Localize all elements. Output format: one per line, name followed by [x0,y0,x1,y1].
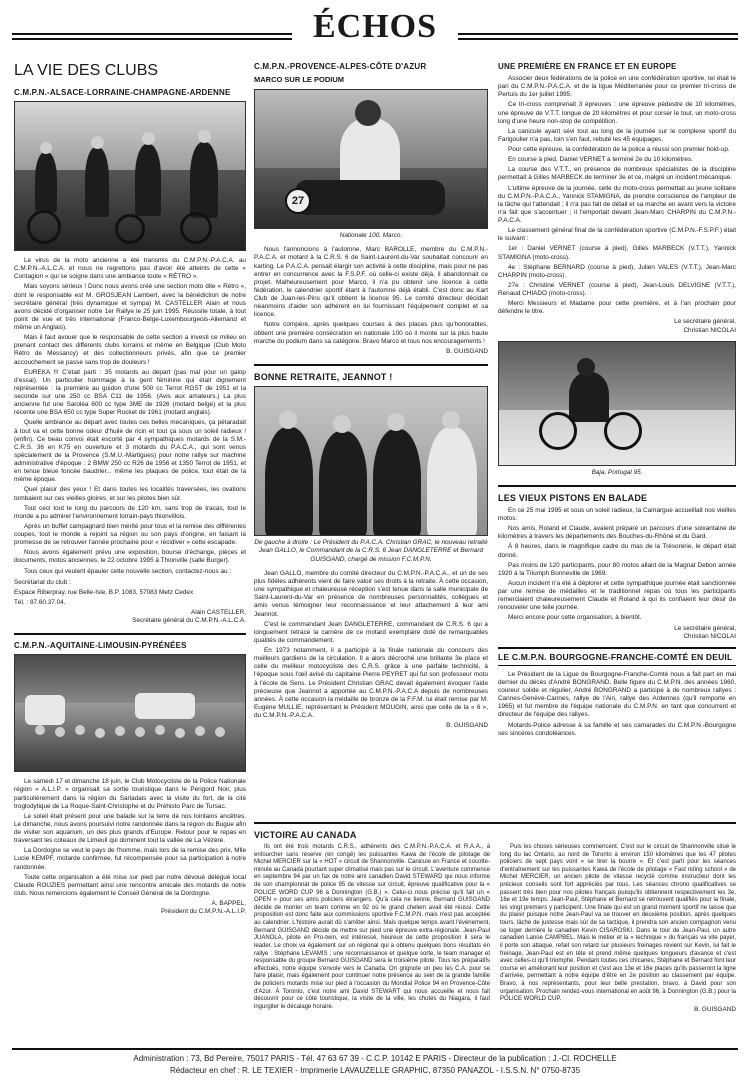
footer [12,1048,738,1077]
paragraph: Tous ceux qui veulent épauler cette nouvelle section, contactez-nous au : [24,567,232,575]
signature-role: Secrétaire général du C.M.P.N.-A.L.C.A. [132,617,246,625]
paragraph: Jean GALLO, membre du comité directeur du C.M.P.N.-P.A.C.A., et un de ses plus fidèles adhérents vient de faire valoir ses droits à la retraite. À cette occasion, une sympathique et chaleureuse réception s'est tenue dans la salle municipale de Saint-Laurent-du-Var en présence de nombreuses personnalités, collègues et amis venus témoigner leur reconnaissance et leur attachement à leur ami Jeannot. [254,569,488,618]
article-heading-paca: C.M.P.N.-PROVENCE-ALPES-CÔTE D'AZUR [254,62,427,71]
paragraph: Associer deux fédérations de la police en une confédération sportive, tel était le pari du C.M.P.N.-P.A.C.A. et de la ligue Méditerranée pour ce premier tri-cross de Pertuis du 1er juillet 1995. [498,75,736,99]
photo-motocross-baja [498,341,736,466]
signature [498,318,736,334]
paragraph: 27e : Christine VERNET (course à pied), Jean-Louis DELVIGNE (V.T.T.), Renaud CHIADO (moto-cross). [498,281,736,297]
separator [254,822,736,824]
article-heading-pistons: LES VIEUX PISTONS EN BALADE [498,492,648,503]
canada-columns [254,844,736,1020]
signature-name: Christian NICOLAI [683,326,736,334]
article-canada [254,822,736,1020]
paragraph: En 1973 notamment, il a participé à la finale nationale du concours des meilleurs gardiens de la circulation. Il a alors décroché une brillante 3e place et celle du meilleur motocycliste des C.R.S. grâce à une parfaite technicité, à l'époque sous l'œil avisé du capitaine Pierre PEYRET qui fut son professeur moto à l'école de Sens. Le Président Christian GRAC devait également évoquer l'aide précieuse que Jeannot a apportée au C.M.P.N.-P.A.C.A depuis de nombreuses années. À cette occasion la médaille de bronze de la F.F.M. lui était remise par M. Eugène MULLIE, représentant le Président MOUGIN, ainsi que celle de la « 6 », du C.M.P.N.-P.A.C.A. [254,647,488,720]
footer-administration: Administration : 73, Bd Pereire, 75017 PARIS - Tél. 47 63 67 39 - C.C.P. 10142 E PARIS - Directeur de la publication : J.-Cl. ROCHELLE [133,1054,617,1063]
kart-number: 27 [285,188,311,214]
photo-retirement-group [254,386,488,536]
signature-name: Christian NICOLAI [683,632,736,640]
paragraph: La Dordogne se veut le pays de l'homme, mais lors de la remise des prix, Mlle Lucie KEMPF, motarde confirmée, fut récompensée pour sa participation à notre randonnée. [14,847,246,871]
signature-role: Le secrétaire général, [674,624,736,632]
photo-caption: Nationale 100. Marco. [339,232,403,239]
photo-caption: Baja, Portugal 95. [591,468,643,476]
signature-role: Le secrétaire général, [674,318,736,326]
paragraph: Nous avons également prévu une exposition, bourse d'échange, pièces et documents, motos anciennes, le 22 octobre 1995 à Thionville (salle Burger). [14,549,246,565]
article-heading-bourgogne: LE C.M.P.N. BOURGOGNE-FRANCHE-COMTÉ EN DEUIL [498,647,736,666]
paragraph: 4e : Stéphane BERNARD (course à pied), Julien VALES (V.T.T.), Jean-Marc CHARPIN (moto-cross). [498,263,736,279]
paragraph: EUREKA !!! C'était parti : 35 motards au départ (pas mal pour un galop d'essai). Un particulier hommage à la gent féminine qui était dignement représentée : la première au guidon d'une 500 cc Terrot RGST de 1951 et la seconde sur une 250 cc BSA C11 de 1956. (Avis aux amateurs.) La plus ancienne fut une Saroléa 600 cc type 3ME de 1926 (motard belge) et la plus récente une BSA 650 cc type Super Rocket de 1961 (motard anglais). [14,368,246,417]
paragraph: Le virus de la moto ancienne a été transmis du C.M.P.N.-P.A.C.A. au C.M.P.N.-A.L.C.A. et nous ne regrettons pas d'avoir été atteints de cette « Contagion » qui se soigne dans une ambiance toute « RÉTRO ». [14,257,246,281]
separator [254,364,488,366]
page-title: ÉCHOS [312,8,438,45]
paragraph: Aucun incident n'a été à déplorer et cette sympathique journée était sanctionnée par une remise de médailles et le traditionnel repas où tous les participants remerciaient chaleureusement Claude et Roland à qui ils confiaient leur désir de renouveler une telle journée. [498,579,736,612]
paragraph: C'est le commandant Jean DANGLETERRE, commandant de C.R.S. 6 qui a longuement retracé la carrière de ce motard exemplaire doté de remarquables qualités de commandement. [254,620,488,644]
paragraph: Mais soyons sérieux ! Donc nous avons créé une section moto dite « Rétro », dont le responsable est M. GROSJEAN Lambert, avec la bénédiction de notre secrétaire général (très dynamique et sympa) M. CASTELLER Alain et nous avons décidé d'organiser notre 1er Rallye le 25 juin 1995. Réussite totale, à tout point de vue et très international (Franco-Belge-Luxembourgeois-Allemand et même un Anglais). [14,283,246,331]
section-title: LA VIE DES CLUBS [14,62,159,79]
paragraph: La canicule ayant sévi tout au long de la journée sur le complexe sportif du Farigoulier n'a pas, loin s'en faut, rebuté les 45 équipages. [498,127,736,143]
signature: B. GUISGAND [694,1005,736,1013]
photo-club-group [14,654,246,772]
paragraph: La course des V.T.T., en présence de nombreux spécialistes de la discipline permettait à Gilles MARBECK de terminer 3e et ce, malgré un incident mécanique. [498,166,736,182]
paragraph: En course à pied, Daniel VERNET a terminé 2e du 10 kilomètres. [508,156,693,164]
contact-line: Tél. : 87.60.37.04. [14,598,66,606]
paragraph: En ce 25 mai 1995 et sous un soleil radieux, la Camargue accueillait nos vieilles motos. [498,506,736,523]
photo-retro-bikes [14,101,246,251]
article-heading-alsace: C.M.P.N.-ALSACE-LORRAINE-CHAMPAGNE-ARDENNE [14,88,231,97]
paragraph: Toute cette organisation a été mise sur pied par notre dévoué délégué local Claude ROUZIES permettant ainsi une rencontre amicale des motards de notre club. Nous remercions également le Conseil Général de la Dordogne. [14,873,246,897]
column-right [498,62,736,740]
article-heading-premiere: UNE PREMIÈRE EN FRANCE ET EN EUROPE [498,62,677,71]
article-subheading-marco: MARCO SUR LE PODIUM [254,75,344,84]
masthead-rule-left [12,33,292,40]
paragraph: Mais il faut avouer que le responsable de cette section a investi ce milieu en prenant contact des différents clubs lorrains et même en Belgique (Club Moto Rétro de Messancy) et des collectionneurs privés, afin que ce premier accouchement se passe sans trop de douleurs ! [14,334,246,366]
paragraph: Le soleil était présent pour une balade sur la terre de nos lointains ancêtres. Le dimanche, nous avons poursuivi notre randonnée dans la région du Bugue afin de visiter son aquarium, un des plus grands d'Europe. Retour pour le repas en traversant les coteaux de Limeuil qui dominent tout la vallée de La Vézère. [14,812,247,845]
separator [14,633,246,635]
paragraph: L'ultime épreuve de la journée, celle du moto-cross permettait au jeune solitaire du C.M.P.N.-P.A.C.A., Yannick STAMIGNA, de prendre conscience de l'ampleur de la tâche qui l'attendait ; il n'a pas fait de détail et sa marche en avant vers la victoire n'a fait que s'accentuer ; il l'emportait devant Jean-Marc CHARPIN du C.M.P.N.-P.A.C.A. [498,184,736,224]
paragraph: Tout ceci tout le long du parcours de 120 km, sans trop de tracas, tout le monde a pu admirer l'environnement lorrain-pays thionvillois. [14,504,246,520]
paragraph: Le classement général final de la confédération sportive (C.M.P.N.-F.S.P.F.) était le suivant : [498,227,736,243]
paragraph: Merci Messieurs et Madame pour cette première, et à l'an prochain pour défendre le titre. [498,300,736,316]
column-middle [254,62,488,736]
signature: B. GUISGAND [446,722,488,730]
article-heading-canada: VICTOIRE AU CANADA [254,830,357,840]
separator [498,485,736,487]
paragraph: Merci encore pour cette organisation, à bientôt. [508,614,642,622]
paragraph: Quelle ambiance au départ avec toutes ces belles mécaniques, ça pétaradait à tout va et cette bonne odeur d'huile de ricin et tout ça sous un soleil radieux ! (enfin). Ce beau convoi était escorté par 4 sympathiques motards de la S.M.-C.R.S. 36 en K75 en ouverture et 3 motards du P.A.C.A., qui sont venus spécialement de la Provence (S.M.U.-Martigues) pour notre rallye sur machine administrative d'époque : 2 BMW 250 cc R26 de 1956 et 1350 Terrot de 1951, et en tenue bleue foncée baudrier... même les plaques de police, tout était de la même époque. [14,419,246,484]
photo-caption: De gauche à droite : Le Président du P.A.C.A. Christian GRAC, le nouveau retraité Jean GALLO, le Commandant de la C.R.S. 6 Jean DANGLETERRE et Bernard GUISGAND, chargé de mission F.C.M.P.N. [254,538,488,563]
paragraph: Puis les choses sérieuses commencent. C'est sur le circuit de Shannonville situé le long du lac Ontario, au nord de Toronto à environ 150 kilomètres que les 47 pilotes policiers de sept pays vont « se tirer la bourre ». Et c'est parti pour les séances d'entraînement sur les puissantes Kawa de l'école de pilotage « Fast riding school » de Michel MERCIER, un ancien pilote de vitesse recyclé comme instructeur dont les précieux conseils sont fort appréciés par tous. Les séances chrono qualificatives se passent très bien pour nos pilotes français puisqu'ils obtiennent respectivement les 3e, 16e et 19e temps. Jean-Paul, Stéphane et Bernard se retrouvent qualifiés pour la finale, les vingt premiers y participent. Une finale qui est un grand moment sportif ne laisse que du plaisir puisque notre Jean-Paul va se trouver en deuxième position, après quelques tours, lâché de justesse mais sûr de sa tactique, il prendra son ancien compagnon venu se loger derrière le canadien Kevin CISAROSKI. Dans le tour de Jean-Paul, un autre canadien Lanoe CAMPBEL. Mais le métier et la « technique » du français va vite payer, il porte son attaque, refait son retard sur plusieurs freinages revient sur Kevin, lui fait le freinage, Jean-Paul est en tête et prend même quelques longueurs d'avance et c'est avec celles-ci qu'il triomphe. Pendant toutes ces chicanes, Stéphane et Bernard font leur course en améliorant leur position et c'est aux 13e et 16e places qu'ils passeront la ligne d'arrivée, permettant à notre équipe d'être en 2e position au classement par équipe. Bravo, à nos représentants, pour leur belle prestation, bravo, à David pour son organisation. Prochain rendez-vous international en août 96, à Donnington (G.B.) pour la POLICE WORLD CUP. [500,844,736,1003]
signature-name: Alain CASTELLER, [190,609,246,616]
article-heading-retraite: BONNE RETRAITE, JEANNOT ! [254,371,393,382]
column-left [14,62,246,922]
contact-line: Secrétariat du club : [14,578,71,586]
paragraph: Notre compère, après quelques courses à des places plus qu'honorables, obtient une première consécration en nationale 100 où il monte sur la plus haute marche du podium dans sa catégorie. Bravo Marco et tous nos encouragements ! [254,321,488,345]
masthead-rule-right [458,33,738,40]
canada-column-right [500,844,736,1020]
signature [14,609,246,625]
paragraph: Le samedi 17 et dimanche 18 juin, le Club Motocycliste de la Police Nationale région « A.L.I.P. » organisait sa sortie touristique dans le Périgord Noir, plus particulièrement dans la région du Sarladais avec la visite du fort, de la cité troglodytique de La Roque-Saint-Christophe et du Préhisto Parc de Tursac. [14,778,246,810]
paragraph: Après un buffet campagnard bien mérité pour tous et la remise des différentes coupes, tout le monde a rejoint sa région ou son pays d'origine, en faisant la promesse de se retrouver l'année prochaine pour « récidiver » cette escapade. [14,522,246,547]
paragraph: Motards-Police adresse à sa famille et ses camarades du C.M.P.N.-Bourgogne ses sincères condoléances. [498,721,736,737]
signature-name: A. BAPPEL, [211,900,246,907]
paragraph: 1er : Daniel VERNET (course à pied), Gilles MARBECK (V.T.T.), Yannick STAMIGNA (moto-cross). [498,245,736,261]
paragraph: Le Président de la Ligue de Bourgogne-Franche-Comté nous a fait part en mai dernier du décès d'André BONGRAND. Belle figure du C.M.P.N. des années 1960, coureur solide et régulier, André BONGRAND a participé à de nombreux rallyes : Cannes-Genève-Cannes, rallye de l'Ain, rallye des Ardennes (qu'il remporte en 1965) et fut membre de l'équipe nationale du C.M.P.N. en tant que concurrent et directeur de l'équipe des rallyes. [498,670,736,719]
paragraph: Nous l'annoncions à l'automne, Marc BAROLLE, membre du C.M.P.N.-P.A.C.A. et motard à la C.R.S. 6 de Saint-Laurent-du-Var souhaitait concourir en karting. Le P.A.C.A. pensait élargir son activité à cette discipline, mais pour ne pas entrer en concurrence avec la F.S.P.F. où celle-ci existe déjà, il abandonnait ce projet. Malheureusement pour Marco, il n'a pu obtenir une licence à cette fédération, le calendrier sportif étant à l'automne déjà établi. C'est donc au Kart Club de Juan-les-Pins qu'il obtient la licence 95. Le comité directeur décidait néanmoins d'aider son adhérent en lui fournissant l'équipement complet et sa licence. [254,246,488,319]
contact-line: Espace Riberpray, rue Belle-Isle, B.P. 1083, 57083 Metz Cedex [14,588,194,596]
masthead [12,8,738,46]
paragraph: Pour cette épreuve, la confédération de la police a réussi son premier hold-up. [508,146,730,153]
paragraph: Ils ont été trois motards C.R.S., adhérents des C.M.P.N.-P.A.C.A. et R.A.A., à enfourcher sans réserve (en congé) les puissantes Kawa de l'école de pilotage de Michel MERCIER sur la « HOT » circuit de Shannonville. Canicule en France et cocotte-minute au Canada pourtant super climatisé mais pas sur le circuit. L'aventure commence en septembre 94 par un fax de notre ami canadien David STEWARD qui nous informe de son championnat de police 95 de vitesse sur circuit, épreuve qualificative pour la « POLICE WORD CUP 96 à Donnington (G.B.) ». Celui-ci nous précise qu'il fait un « OPEN » pour ses amis policiers étrangers. Qu'à cela ne tienne, Bernard GUISGAND décide de monter un team comme en 92 où le grand chelem avait été réussi. Cette proposition est donc faite aux commissions sportive F.C.M.P.N. mais n'est pas acceptée au calendrier. L'histoire aurait dû s'arrêter ainsi. Mais quelque temps avant l'événement, Bernard GUISGAND décide de mettre sur pied une épreuve extra-régionale. Jean-Paul JUANOLA, pilote en Pro-twin, est intéressé, heureux de cette proposition il sera le leader. Le choix va également sur un régional qui a obtenu quelques bons résultats en rallye : Stéphane LEVAMIS ; une reconnaissance et quelque sorte, le team manager et responsable du groupe Bernard GUISGAND sera le troisième pilote. Tous les préparatifs effectués, notre équipe s'envole vers le Canada. On grignote un peu les C.A. pour se faire plaisir, mais également pour continuer notre présence au sein de la grande famille de policiers motards mise sur pied à l'occasion du Mondial Police 94 en Provence-Côte d'Azur. À Toronto, c'est notre ami David STEWART qui nous accueille et nous fait découvrir pour ce côté touristique, la visite de la ville, les chutes du Niagara, il faut ingurgiter le décalage horaire. [254,844,490,1010]
article-heading-aquitaine: C.M.P.N.-AQUITAINE-LIMOUSIN-PYRÉNÉES [14,641,187,651]
signature-role: Président du C.M.P.N.-A.L.I.P. [160,908,246,916]
paragraph: Pas moins de 120 participants, pour 80 motos allant de la Magnat Debon année 1920 à la Triumph Bonneville de 1969. [498,561,736,577]
paragraph: Ce tri-cross comprenait 3 épreuves : une épreuve pédestre de 10 kilomètres, une épreuve de V.T.T. longue de 20 kilomètres et pour corser le tout, un moto-cross long d'une heure non-stop de compétition. [498,101,736,125]
paragraph: Quel plaisir des yeux ! Et dans toutes les localités traversées, les ovations tombaient sur ces vieilles gloires, et sur les pilotes bien sûr. [14,486,246,502]
signature: B. GUISGAND [446,347,488,355]
photo-karting-marco [254,89,488,229]
paragraph: Nos amis, Roland et Claude, avaient préparé un parcours d'une soixantaine de kilomètres à travers les départements des Bouches-du-Rhône et du Gard. [498,525,736,541]
signature [14,900,246,916]
canada-column-left [254,844,490,1020]
footer-editor: Rédacteur en chef : R. LE TEXIER - Imprimerie LAVAUZELLE GRAPHIC, 87350 PANAZOL - I.S.S.N. N° 0750-8735 [169,1066,581,1075]
paragraph: À 8 heures, dans le magnifique cadre du mas de la Trésorerie, le départ était donné. [498,543,736,559]
signature [498,625,736,641]
